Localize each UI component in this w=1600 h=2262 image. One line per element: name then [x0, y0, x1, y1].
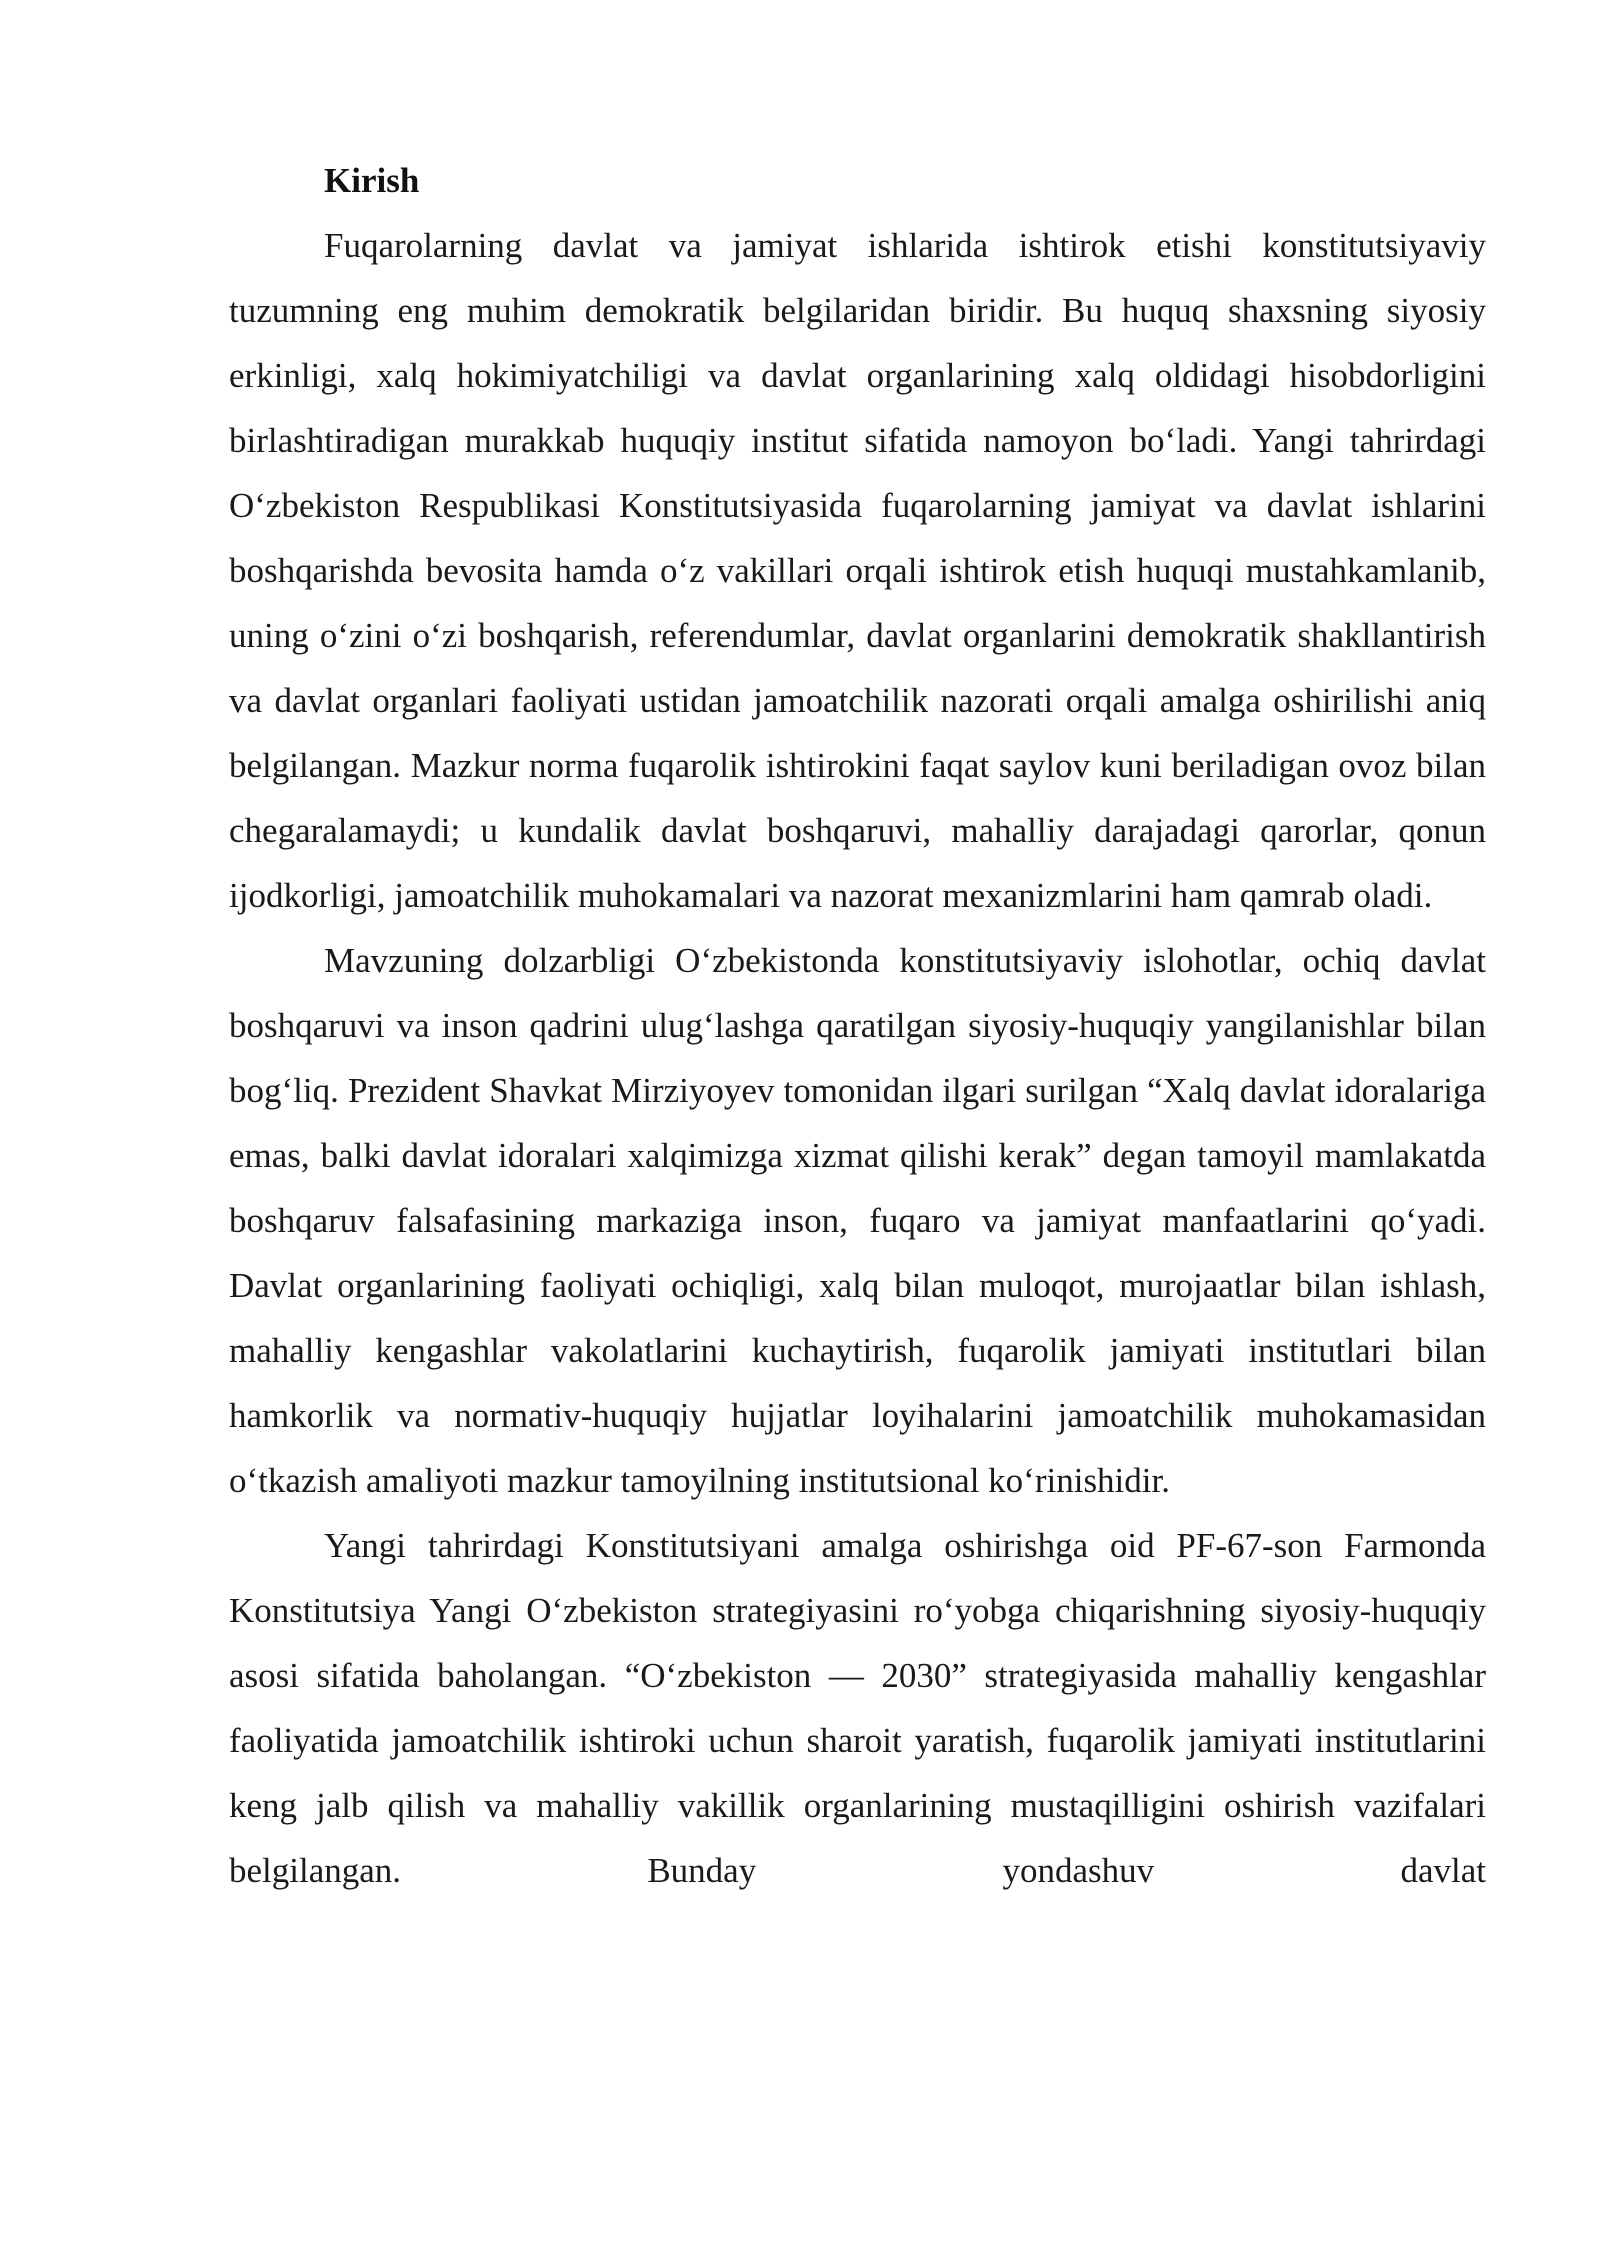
paragraph-3: Yangi tahrirdagi Konstitutsiyani amalga oshirishga oid PF-67-son Farmonda Konstitutsiya Yangi O‘zbekiston strategiyasini ro‘yobga chiqarishning siyosiy-huquqiy asosi sifatida baholangan. “O‘zbekiston — 2030” strategiyasida mahalliy kengashlar faoliyatida jamoatchilik ishtiroki uchun sharoit yaratish, fuqarolik jamiyati institutlarini keng jalb qilish va mahalliy vakillik organlarining mustaqilligini oshirish vazifalari belgilangan. Bunday yondashuv davlat [229, 1526, 1486, 1890]
section-heading: Kirish [324, 161, 420, 200]
document-body [229, 148, 1486, 1903]
paragraph-2: Mavzuning dolzarbligi O‘zbekistonda konstitutsiyaviy islohotlar, ochiq davlat boshqaruvi va inson qadrini ulug‘lashga qaratilgan siyosiy-huquqiy yangilanishlar bilan bog‘liq. Prezident Shavkat Mirziyoyev tomonidan ilgari surilgan “Xalq davlat idoralariga emas, balki davlat idoralari xalqimizga xizmat qilishi kerak” degan tamoyil mamlakatda boshqaruv falsafasining markaziga inson, fuqaro va jamiyat manfaatlarini qo‘yadi. Davlat organlarining faoliyati ochiqligi, xalq bilan muloqot, murojaatlar bilan ishlash, mahalliy kengashlar vakolatlarini kuchaytirish, fuqarolik jamiyati institutlari bilan hamkorlik va normativ-huquqiy hujjatlar loyihalarini jamoatchilik muhokamasidan o‘tkazish amaliyoti mazkur tamoyilning institutsional ko‘rinishidir. [229, 941, 1486, 1500]
paragraph-1: Fuqarolarning davlat va jamiyat ishlarida ishtirok etishi konstitutsiyaviy tuzumning eng muhim demokratik belgilaridan biridir. Bu huquq shaxsning siyosiy erkinligi, xalq hokimiyatchiligi va davlat organlarining xalq oldidagi hisobdorligini birlashtiradigan murakkab huquqiy institut sifatida namoyon bo‘ladi. Yangi tahrirdagi O‘zbekiston Respublikasi Konstitutsiyasida fuqarolarning jamiyat va davlat ishlarini boshqarishda bevosita hamda o‘z vakillari orqali ishtirok etish huquqi mustahkamlanib, uning o‘zini o‘zi boshqarish, referendumlar, davlat organlarini demokratik shakllantirish va davlat organlari faoliyati ustidan jamoatchilik nazorati orqali amalga oshirilishi aniq belgilangan. Mazkur norma fuqarolik ishtirokini faqat saylov kuni beriladigan ovoz bilan chegaralamaydi; u kundalik davlat boshqaruvi, mahalliy darajadagi qarorlar, qonun ijodkorligi, jamoatchilik muhokamalari va nazorat mexanizmlarini ham qamrab oladi. [229, 226, 1486, 915]
